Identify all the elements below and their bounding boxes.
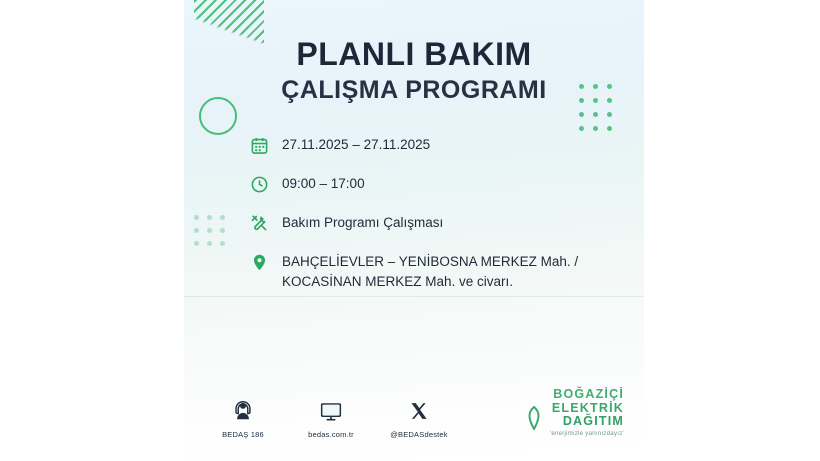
- brand-slogan: 'enerjimizle yanınızdayız': [549, 430, 624, 437]
- location-line-2: KOCASİNAN MERKEZ Mah. ve civarı.: [282, 273, 514, 289]
- left-gutter: [0, 0, 184, 461]
- date-range-text: 27.11.2025 – 27.11.2025: [282, 137, 431, 152]
- time-range-text: 09:00 – 17:00: [282, 176, 365, 191]
- info-row-location: [246, 250, 626, 291]
- location-text: [282, 250, 578, 291]
- calendar-icon: [246, 133, 272, 157]
- info-row-time: [246, 172, 626, 196]
- tools-icon: [246, 211, 272, 235]
- page-subtitle: ÇALIŞMA PROGRAMI: [281, 76, 547, 104]
- location-pin-icon: [246, 250, 272, 274]
- contact-phone-label: BEDAŞ 186: [222, 430, 264, 439]
- brand-line-3: DAĞITIM: [562, 414, 624, 429]
- info-row-date: [246, 133, 626, 157]
- x-logo-icon: [388, 398, 450, 424]
- monitor-icon: [300, 398, 362, 424]
- contact-list: [212, 398, 450, 439]
- brand-mark-icon: [524, 405, 544, 431]
- contact-phone[interactable]: [212, 398, 274, 439]
- info-row-worktype: [246, 211, 626, 235]
- location-line-1: BAHÇELİEVLER – YENİBOSNA MERKEZ Mah. /: [282, 254, 579, 269]
- contact-social[interactable]: [388, 398, 450, 439]
- dot-grid-left-decoration: [194, 215, 225, 246]
- contact-social-label: @BEDASdestek: [390, 430, 448, 439]
- contact-website[interactable]: [300, 398, 362, 439]
- contact-website-label: bedas.com.tr: [308, 430, 354, 439]
- headset-icon: [212, 398, 274, 424]
- info-list: [246, 133, 626, 306]
- brand-logo: [550, 388, 624, 437]
- footer: [184, 379, 644, 439]
- clock-icon: [246, 172, 272, 196]
- right-gutter: [644, 0, 820, 461]
- brand-line-1: BOĞAZİÇİ: [553, 387, 624, 402]
- work-type-text: Bakım Programı Çalışması: [282, 215, 444, 230]
- poster-card: [184, 0, 644, 461]
- page-title: PLANLI BAKIM: [296, 36, 532, 72]
- brand-line-2: ELEKTRİK: [551, 400, 624, 415]
